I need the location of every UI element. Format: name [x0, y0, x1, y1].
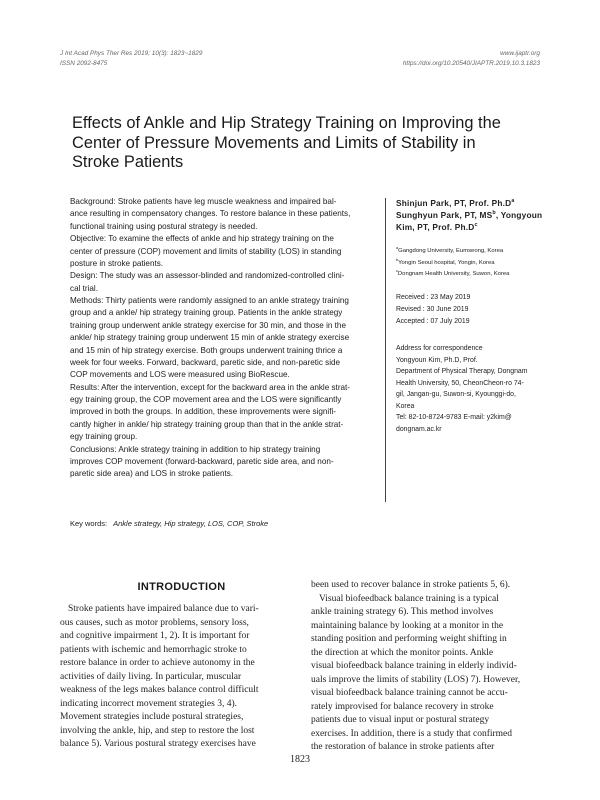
keywords-value: Ankle strategy, Hip strategy, LOS, COP, Stroke: [113, 519, 269, 528]
title-line: Effects of Ankle and Hip Strategy Training on Improving the: [72, 114, 501, 132]
accepted-date: Accepted : 07 July 2019: [396, 318, 470, 326]
received-date: Received : 23 May 2019: [396, 294, 471, 301]
article-title: [72, 114, 542, 173]
journal-website[interactable]: www.ijaptr.org: [500, 50, 540, 57]
abstract-background: Background: Stroke patients have leg muscle weakness and impaired bal- ance resulting in compensatory changes. To restore balance in these patients, functional training using postural strategy is needed.: [70, 197, 351, 231]
author-list: [396, 197, 546, 234]
journal-header: [60, 49, 202, 68]
abstract-objective: Objective: To examine the effects of ankle and hip strategy training on the center of pressure (COP) movement and limits of stability (LOS) in standing posture in stroke patients.: [70, 234, 342, 268]
affiliation: $^c$Dongnam Health University, Suwon, Korea: [396, 269, 510, 278]
journal-issn: ISSN 2092-8475: [60, 59, 108, 67]
abstract-results: Results: After the intervention, except for the backward area in the ankle strat- egy training group, the COP movement area and the LOS were significantly improved in both the groups. In addition, these improvements were signifi- cantly higher in ankle/ hip strategy training group than that in the ankle strat- egy training group.: [70, 382, 351, 442]
abstract-design: Design: The study was an assessor-blinded and randomized-controlled clini- cal trial.: [70, 271, 345, 293]
affiliations: [396, 246, 546, 281]
abstract-methods: Methods: Thirty patients were randomly assigned to an ankle strategy training group and a ankle/ hip strategy training group. Patients in the ankle strategy training group underwent ankle strategy exercise for 30 min, and those in the ankle/ hip strategy training group underwent 15 min of ankle strategy exercise and 15 min of hip strategy exercise. Both groups underwent training thrice a week for four weeks. Forward, backward, paretic side, and non-paretic side COP movements and LOS were measured using BioRescue.: [70, 296, 350, 380]
author-line: Shinjun Park, PT, Prof. $Ph.D^a$: [396, 198, 515, 208]
section-heading: INTRODUCTION: [137, 581, 226, 593]
body-column-right: been used to recover balance in stroke patients 5, 6). Visual biofeedback balance training is a typical ankle training strategy 6). This method involves maintaining balance by looking at a monitor in the standing position and performing weight shifting in the direction at which the monitor points. Ankle visual biofeedback balance training in elderly individ- uals improve the limits of stability (LOS) 7). However, visual biofeedback balance training cannot be accu- rately improvised for balance recovery in stroke patients due to visual input or postural strategy exercises. In addition, there is a study that confirmed the restoration of balance in stroke patients after: [311, 580, 521, 752]
column-divider: [385, 198, 386, 502]
keywords: [70, 519, 268, 528]
title-line: Stroke Patients: [72, 153, 184, 172]
correspondence-heading: Address for correspondence: [396, 345, 483, 352]
title-line: Center of Pressure Movements and Limits of Stability in: [72, 133, 476, 152]
article-doi[interactable]: https://doi.org/10.20540/JIAPTR.2019.10.3.1823: [402, 59, 540, 67]
author-line: Kim, PT, Prof. $Ph.D^c$: [396, 222, 478, 233]
correspondence: Address for correspondence Yongyoun Kim, Ph.D, Prof. Department of Physical Therapy, Dongnam Health University, 50, CheonCheon-ro 74- gil, Jangan-gu, Suwon-si, Kyounggi-do, Korea Tel: 82-10-8724-9783 E-mail: y2kim@ dongnam.ac.kr: [396, 343, 546, 435]
article-dates: [396, 292, 546, 329]
abstract: [70, 196, 384, 481]
abstract-conclusions: Conclusions: Ankle strategy training in addition to hip strategy training improves COP movement (forward-backward, paretic side area, and non- paretic side area) and LOS in stroke patients.: [70, 444, 334, 479]
author-line: Sunghyun Park, PT, $MS^b$, Yongyoun: [396, 210, 543, 221]
journal-citation: J Int Acad Phys Ther Res 2019; 10(3): 1823~1829: [60, 50, 203, 57]
keywords-label: Key words:: [70, 519, 108, 528]
revised-date: Revised : 30 June 2019: [396, 306, 469, 314]
body-column-left: Stroke patients have impaired balance due to vari- ous causes, such as motor problems, sensory loss, and cognitive impairment 1, 2). It is important for patients with ischemic and hemorrhagic stroke to restore balance in order to achieve autonomy in the activities of daily living. In particular, muscular weakness of the legs makes balance control difficult indicating incorrect movement strategies 3, 4). Movement strategies include postural strategies, involving the ankle, hip, and step to restore the lost balance 5). Various postural strategy exercises have: [60, 604, 259, 749]
affiliation: $^b$Yongin Seoul hospital, Yongin, Korea: [396, 257, 495, 266]
affiliation: $^a$Gangdong University, Eumseong, Korea: [396, 246, 504, 254]
page-number: 1823: [290, 754, 310, 765]
correspondence-email[interactable]: dongnam.ac.kr: [396, 425, 442, 433]
journal-links: [403, 49, 540, 68]
